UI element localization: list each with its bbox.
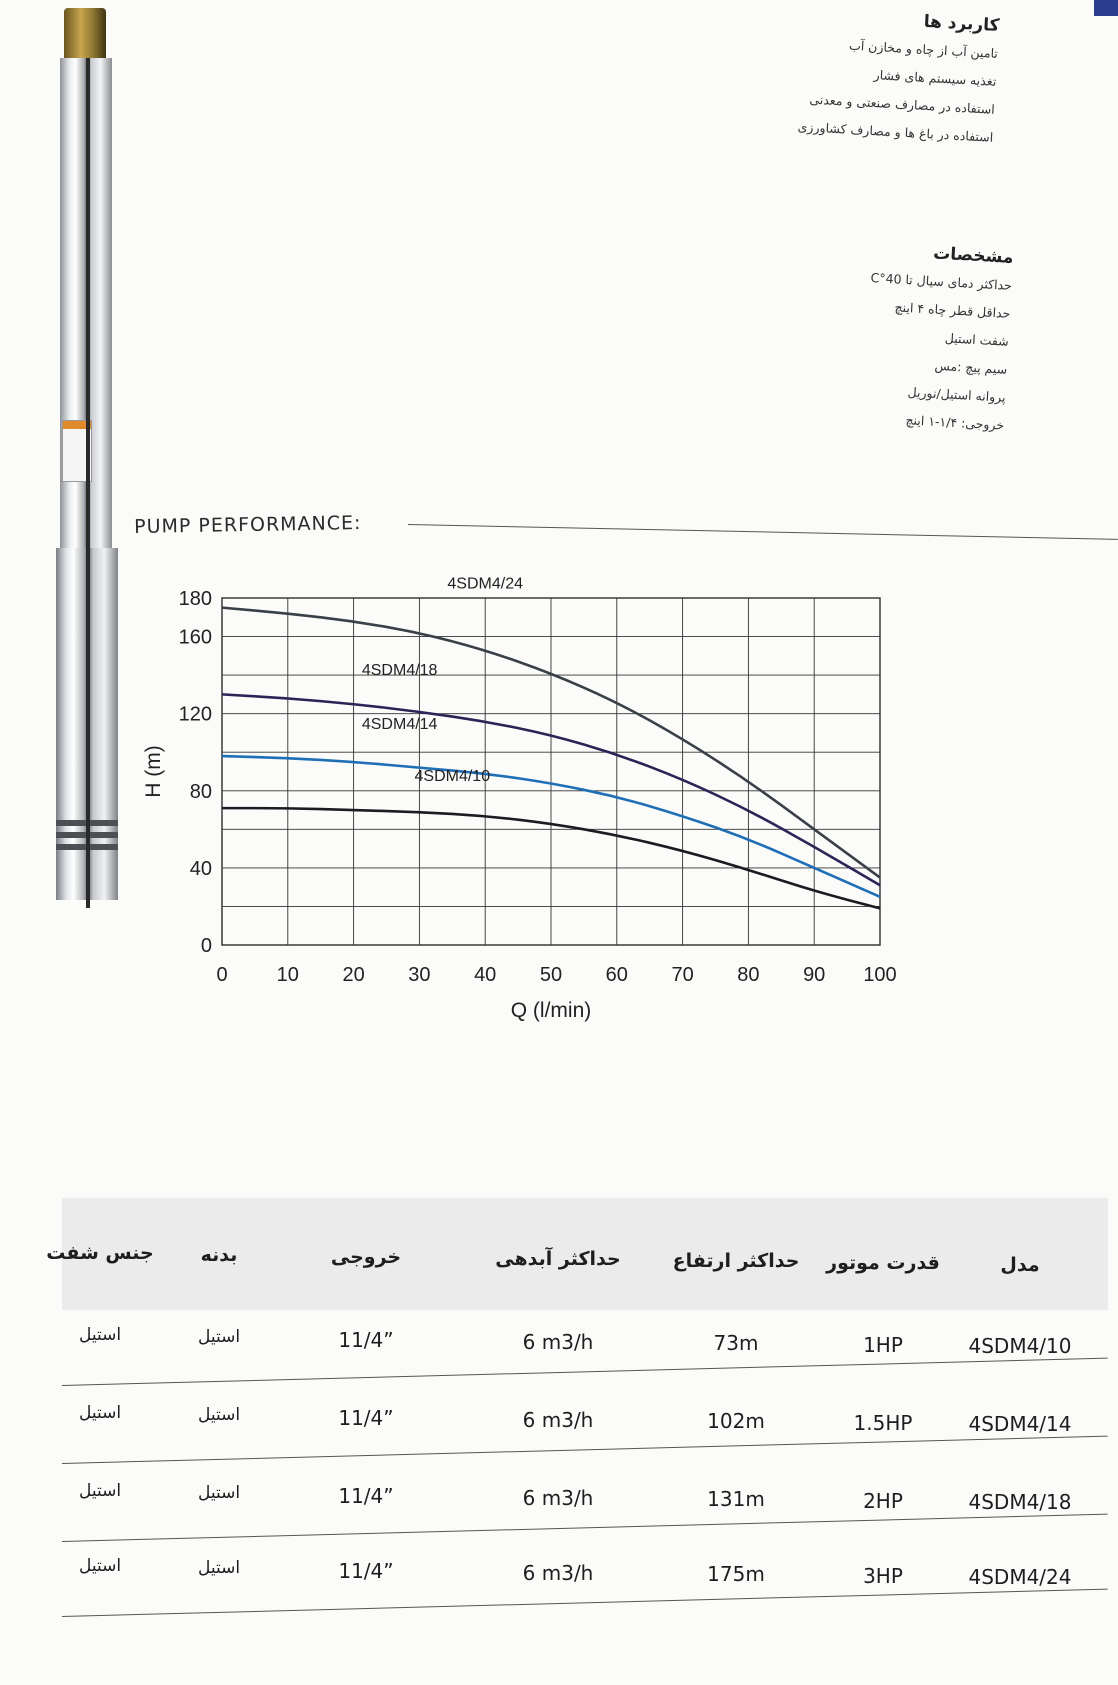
x-tick-label: 60 (605, 964, 628, 986)
table-cell: 131m (707, 1487, 765, 1511)
table-cell: 6 m3/h (522, 1560, 594, 1585)
applications-title: کاربرد ها (923, 11, 1000, 36)
table-row-divider (62, 1358, 1108, 1386)
table-cell: 11/4” (338, 1406, 394, 1430)
table-cell: استیل (78, 1325, 122, 1345)
table-cell: 11/4” (338, 1484, 394, 1508)
x-tick-label: 20 (342, 964, 365, 986)
application-item: تغذیه سیستم های فشار (873, 67, 997, 89)
spec-item: حداقل قطر چاه ۴ اینچ (894, 299, 1011, 321)
table-cell: 4SDM4/24 (968, 1565, 1072, 1589)
series-label: 4SDM4/10 (414, 768, 491, 786)
table-cell: 175m (707, 1562, 765, 1586)
table-cell: استیل (197, 1482, 241, 1503)
x-tick-label: 70 (671, 964, 694, 986)
table-cell: 1.5HP (853, 1410, 913, 1435)
table-cell: 6 m3/h (522, 1329, 594, 1354)
specifications-title: مشخصات (932, 243, 1014, 268)
table-header-cell: جنس شفت (46, 1242, 154, 1264)
table-cell: 73m (713, 1331, 759, 1355)
table-cell: 1HP (863, 1332, 903, 1357)
table-cell: 3HP (863, 1563, 903, 1588)
x-tick-label: 40 (474, 964, 497, 986)
table-header-cell: بدنه (200, 1244, 238, 1266)
table-row-divider (62, 1436, 1108, 1464)
table-row-divider (62, 1589, 1108, 1617)
table-cell: 6 m3/h (522, 1407, 594, 1432)
spec-item: سیم پیچ :مس (934, 357, 1008, 377)
table-cell: استیل (197, 1557, 241, 1578)
table-header-cell: حداکثر آبدهی (495, 1248, 621, 1270)
table-cell: 4SDM4/14 (968, 1412, 1072, 1436)
x-tick-label: 10 (276, 964, 299, 986)
table-cell: استیل (197, 1404, 241, 1425)
table-header-cell: مدل (1000, 1254, 1040, 1276)
table-cell: 2HP (863, 1488, 903, 1513)
table-header-cell: حداکثر ارتفاع (672, 1250, 800, 1272)
table-header-cell: خروجی (330, 1246, 402, 1268)
y-tick-label: 160 (178, 626, 212, 649)
table-cell: استیل (197, 1326, 241, 1347)
series-label: 4SDM4/24 (447, 575, 523, 593)
table-cell: 6 m3/h (522, 1485, 594, 1510)
application-item: تامین آب از چاه و مخازن آب (848, 37, 999, 61)
y-tick-label: 0 (200, 935, 212, 957)
table-cell: 4SDM4/10 (968, 1334, 1072, 1358)
table-cell: استیل (78, 1403, 122, 1423)
spec-item: خروجی: ۱/۴-۱ اینچ (905, 412, 1005, 433)
table-cell: 11/4” (338, 1328, 394, 1352)
x-tick-label: 0 (216, 964, 228, 986)
y-tick-label: 40 (189, 857, 212, 880)
x-tick-label: 80 (737, 964, 760, 986)
application-item: استفاده در مصارف صنعتی و معدنی (809, 91, 996, 117)
y-tick-label: 120 (178, 703, 212, 726)
table-cell: 11/4” (338, 1559, 394, 1583)
x-tick-label: 50 (539, 964, 563, 986)
series-label: 4SDM4/14 (361, 716, 438, 734)
x-tick-label: 100 (863, 964, 897, 986)
y-axis-title: H (m) (142, 745, 165, 798)
y-tick-label: 80 (189, 780, 212, 803)
pump-performance-title: PUMP PERFORMANCE: (134, 512, 362, 538)
table-row-divider (62, 1514, 1108, 1542)
series-label: 4SDM4/18 (361, 662, 438, 680)
y-tick-label: 180 (178, 588, 212, 610)
x-tick-label: 90 (803, 964, 826, 986)
spec-item: پروانه استیل/نوریل (907, 384, 1007, 405)
x-tick-label: 30 (408, 964, 431, 986)
x-axis-title: Q (l/min) (510, 999, 592, 1022)
table-cell: 102m (707, 1409, 765, 1433)
specs-table (46, 1198, 1108, 1628)
table-cell: 4SDM4/18 (968, 1490, 1072, 1514)
spec-item: شفت استیل (944, 330, 1010, 349)
table-cell: استیل (78, 1481, 122, 1501)
table-header-cell: قدرت موتور (826, 1252, 940, 1274)
application-item: استفاده در باغ ها و مصارف کشاورزی (797, 118, 994, 145)
spec-item: حداکثر دمای سیال تا 40°C (870, 270, 1013, 293)
table-cell: استیل (78, 1556, 122, 1576)
